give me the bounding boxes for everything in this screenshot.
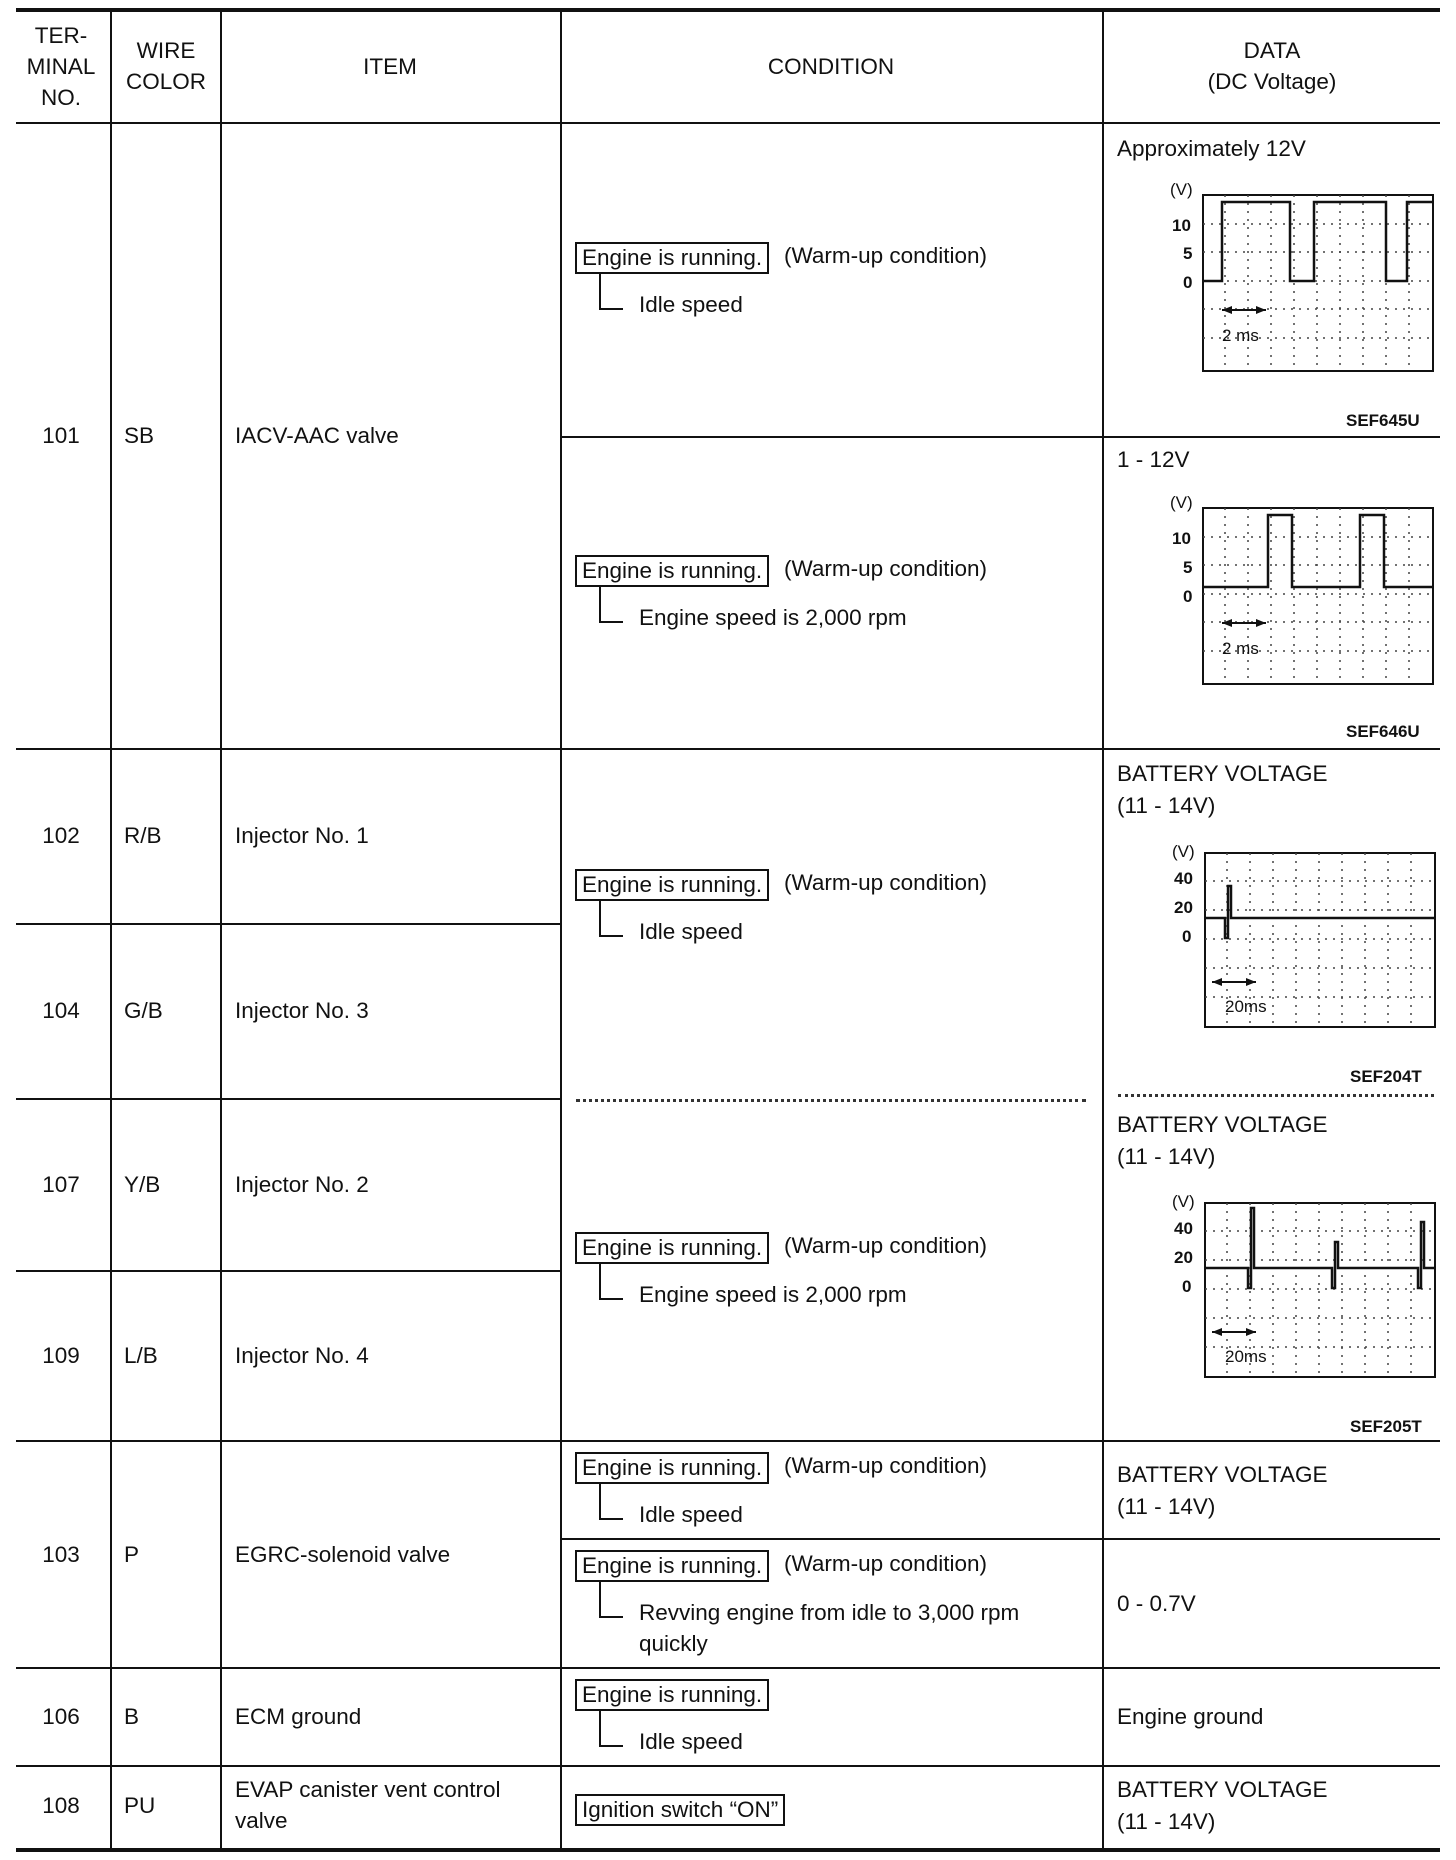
data-value: BATTERY VOLTAGE [1117,1112,1328,1137]
table-bottom-border [16,1848,1440,1852]
wire-color: Y/B [124,1172,161,1197]
condition-box: Engine is running. [575,1232,769,1264]
wire-color: L/B [124,1343,158,1368]
condition-note: (Warm-up condition) [784,1551,987,1576]
item-name: Injector No. 2 [235,1172,369,1197]
waveform-tick: 20 [1174,1248,1193,1267]
item-name: Injector No. 1 [235,823,369,848]
terminal-number: 102 [42,823,80,848]
data-value: BATTERY VOLTAGE [1117,761,1328,786]
condition-box: Engine is running. [575,242,769,274]
waveform-time-label: 20ms [1225,1347,1267,1366]
waveform-tick: 40 [1174,869,1193,888]
bracket-connector [599,1711,601,1747]
wire-color: P [124,1542,140,1567]
header-data-line-1: DATA [1243,38,1301,63]
header-terminal-line-1: TER- [34,23,88,48]
dotted-separator [576,1099,1086,1102]
header-rule [16,122,1440,124]
item-name: Injector No. 3 [235,998,369,1023]
condition-detail: Idle speed [639,1502,743,1527]
condition-box: Engine is running. [575,1452,769,1484]
sub-row-rule [560,1538,1440,1540]
waveform-tick: 40 [1174,1219,1193,1238]
terminal-number: 108 [42,1793,80,1818]
header-wire-line-1: WIRE [136,38,196,63]
condition-detail: Engine speed is 2,000 rpm [639,1282,907,1307]
data-value: Engine ground [1117,1704,1264,1729]
data-value: (11 - 14V) [1117,1144,1216,1169]
table-top-border [16,8,1440,12]
waveform-tick: 0 [1183,273,1193,292]
condition-note: (Warm-up condition) [784,1233,987,1258]
condition-note: (Warm-up condition) [784,1453,987,1478]
condition-detail: Revving engine from idle to 3,000 rpm [639,1600,1020,1625]
bracket-connector [599,935,623,937]
wire-color: SB [124,423,155,448]
item-name: ECM ground [235,1704,362,1729]
condition-box: Ignition switch “ON” [575,1794,785,1826]
terminal-number: 104 [42,998,80,1023]
condition-detail: Idle speed [639,292,743,317]
data-value: 1 - 12V [1117,447,1190,472]
bracket-connector [599,1298,623,1300]
item-name: EGRC-solenoid valve [235,1542,451,1567]
column-divider [1102,10,1104,1850]
waveform-unit: (V) [1172,842,1195,861]
data-value: BATTERY VOLTAGE [1117,1777,1328,1802]
condition-detail: Idle speed [639,1729,743,1754]
sub-row-rule [560,436,1440,438]
condition-note: (Warm-up condition) [784,243,987,268]
bracket-connector [599,1518,623,1520]
bracket-connector [599,1582,601,1618]
bracket-connector [599,1745,623,1747]
item-name: Injector No. 4 [235,1343,369,1368]
waveform-tick: 5 [1183,558,1193,577]
data-value: (11 - 14V) [1117,793,1216,818]
data-value: 0 - 0.7V [1117,1591,1196,1616]
bracket-connector [599,1616,623,1618]
condition-box: Engine is running. [575,1550,769,1582]
terminal-number: 101 [42,423,80,448]
item-name: valve [235,1808,288,1833]
waveform-tick: 0 [1183,587,1193,606]
sub-row-rule [16,1098,561,1100]
condition-box: Engine is running. [575,555,769,587]
wire-color: PU [124,1793,156,1818]
bracket-connector [599,1484,601,1520]
wire-color: R/B [124,823,162,848]
condition-detail: quickly [639,1631,708,1656]
waveform-time-label: 2 ms [1222,639,1259,658]
waveform-unit: (V) [1172,1192,1195,1211]
data-value: BATTERY VOLTAGE [1117,1462,1328,1487]
bracket-connector [599,274,601,310]
bracket-connector [599,621,623,623]
terminal-number: 106 [42,1704,80,1729]
row-rule [16,748,1440,750]
bracket-connector [599,901,601,937]
condition-detail: Engine speed is 2,000 rpm [639,605,907,630]
row-rule [16,1667,1440,1669]
waveform-time-label: 20ms [1225,997,1267,1016]
header-data-line-2: (DC Voltage) [1207,69,1337,94]
bracket-connector [599,587,601,623]
waveform-tick: 0 [1182,1277,1192,1296]
figure-code: SEF205T [1350,1417,1422,1436]
waveform-tick: 20 [1174,898,1193,917]
header-terminal-line-2: MINAL [26,54,96,79]
waveform-time-label: 2 ms [1222,326,1259,345]
column-divider [220,10,222,1850]
column-divider [560,10,562,1850]
row-rule [16,1765,1440,1767]
figure-code: SEF204T [1350,1067,1422,1086]
header-condition: CONDITION [767,54,895,79]
row-rule [16,1440,1440,1442]
dotted-separator [1118,1094,1434,1097]
header-item: ITEM [363,54,417,79]
waveform-unit: (V) [1170,493,1193,512]
condition-note: (Warm-up condition) [784,870,987,895]
item-name: EVAP canister vent control [235,1777,501,1802]
data-value: (11 - 14V) [1117,1809,1216,1834]
condition-box: Engine is running. [575,869,769,901]
terminal-number: 109 [42,1343,80,1368]
wire-color: B [124,1704,140,1729]
data-value: Approximately 12V [1117,136,1306,161]
waveform-tick: 10 [1172,529,1191,548]
sub-row-rule [16,1270,561,1272]
sub-row-rule [16,923,561,925]
wire-color: G/B [124,998,163,1023]
figure-code: SEF646U [1346,722,1420,741]
header-terminal-line-3: NO. [40,85,82,110]
condition-box: Engine is running. [575,1679,769,1711]
terminal-number: 103 [42,1542,80,1567]
item-name: IACV-AAC valve [235,423,399,448]
condition-note: (Warm-up condition) [784,556,987,581]
data-value: (11 - 14V) [1117,1494,1216,1519]
bracket-connector [599,308,623,310]
column-divider [110,10,112,1850]
figure-code: SEF645U [1346,411,1420,430]
waveform-tick: 5 [1183,244,1193,263]
header-wire-line-2: COLOR [125,69,207,94]
terminal-number: 107 [42,1172,80,1197]
bracket-connector [599,1264,601,1300]
waveform-tick: 10 [1172,216,1191,235]
condition-detail: Idle speed [639,919,743,944]
waveform-tick: 0 [1182,927,1192,946]
waveform-unit: (V) [1170,180,1193,199]
